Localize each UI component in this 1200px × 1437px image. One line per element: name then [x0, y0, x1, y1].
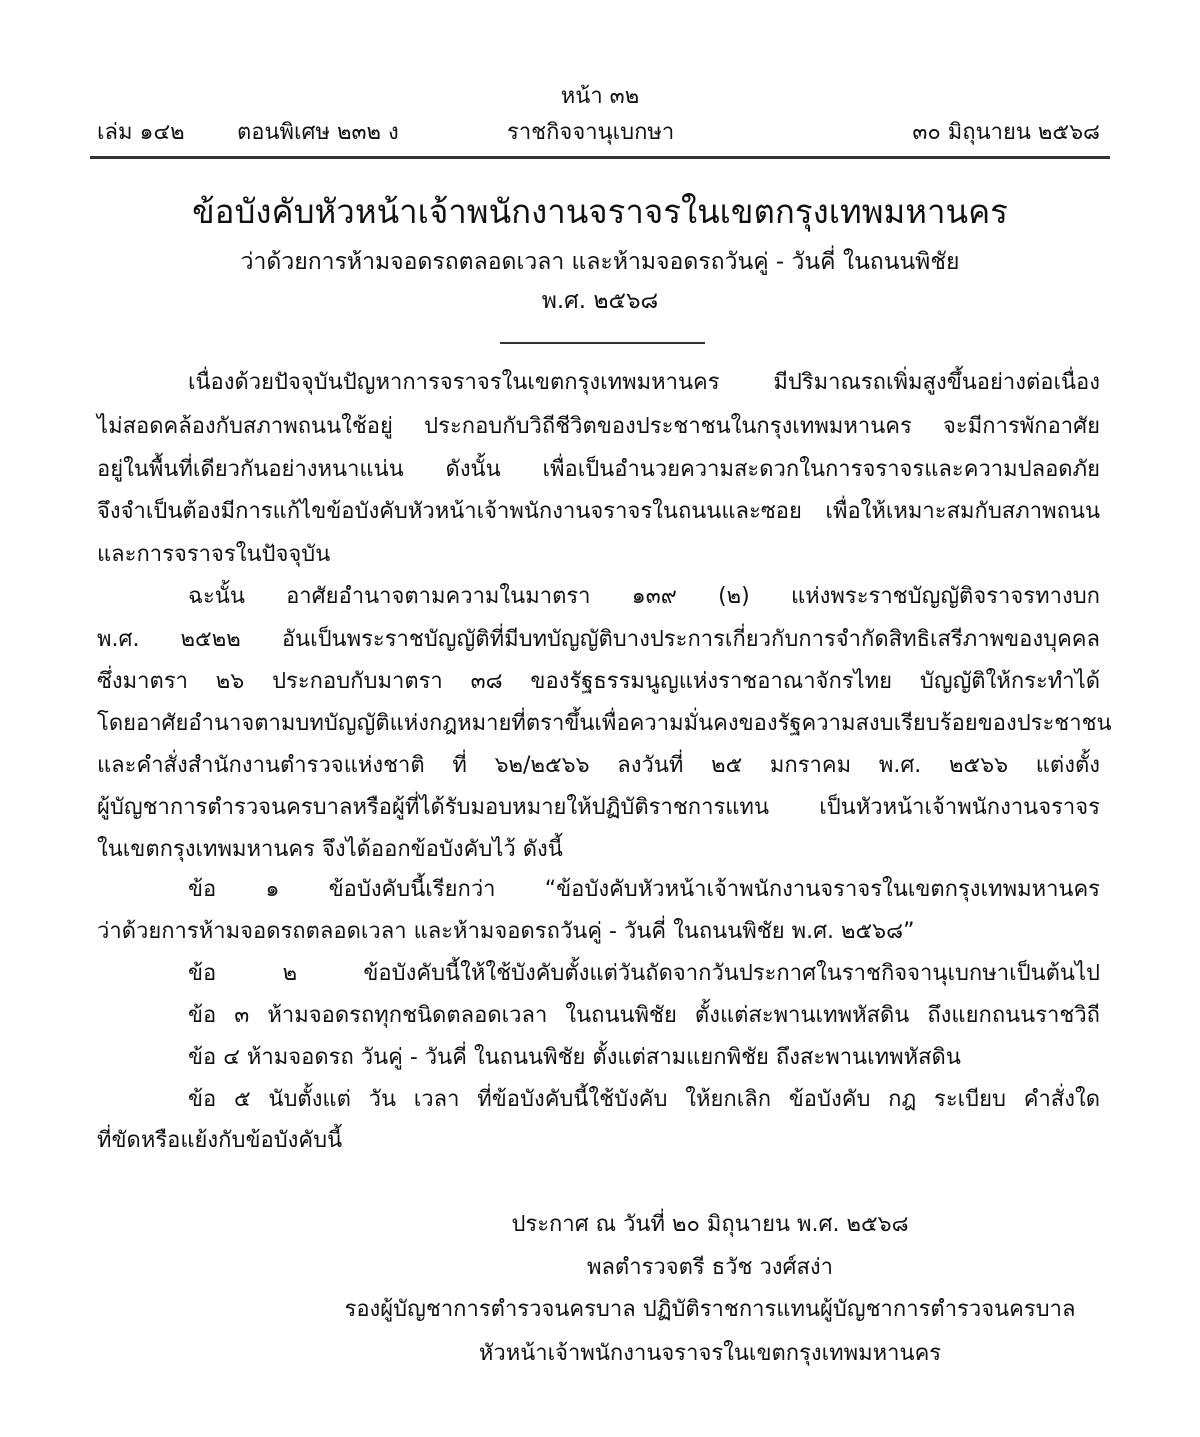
document-subtitle: ว่าด้วยการห้ามจอดรถตลอดเวลา และห้ามจอดรถวันคู่ - วันคี่ ในถนนพิชัย	[240, 249, 960, 275]
gazette-header	[97, 113, 1100, 153]
body-line: โดยอาศัยอำนาจตามบทบัญญัติแห่งกฎหมายที่ตราขึ้นเพื่อความมั่นคงของรัฐความสงบเรียบร้อยของประชาชน	[97, 711, 1112, 736]
body-line: เนื่องด้วยปัจจุบันปัญหาการจราจรในเขตกรุงเทพมหานคร มีปริมาณรถเพิ่มสูงขึ้นอย่างต่อเนื่อง	[188, 370, 1100, 395]
body-line: ผู้บัญชาการตำรวจนครบาลหรือผู้ที่ได้รับมอบหมายให้ปฏิบัติราชการแทน เป็นหัวหน้าเจ้าพนักงานจราจร	[97, 795, 1100, 820]
volume: เล่ม ๑๔๒	[97, 120, 185, 145]
gazette-name: ราชกิจจานุเบกษา	[507, 120, 675, 145]
body-line: ในเขตกรุงเทพมหานคร จึงได้ออกข้อบังคับไว้ ดังนี้	[97, 837, 563, 862]
body-line: ที่ขัดหรือแย้งกับข้อบังคับนี้	[97, 1128, 343, 1153]
signatory-title: หัวหน้าเจ้าพนักงานจราจรในเขตกรุงเทพมหานคร	[478, 1341, 942, 1366]
clause-3: ข้อ ๓ ห้ามจอดรถทุกชนิดตลอดเวลา ในถนนพิชัย ตั้งแต่สะพานเทพหัสดิน ถึงแยกถนนราชวิถี	[188, 1003, 1100, 1028]
document-title: ข้อบังคับหัวหน้าเจ้าพนักงานจราจรในเขตกรุงเทพมหานคร	[192, 192, 1008, 231]
clause-2: ข้อ ๒ ข้อบังคับนี้ให้ใช้บังคับตั้งแต่วันถัดจากวันประกาศในราชกิจจานุเบกษาเป็นต้นไป	[188, 961, 1100, 986]
section: ตอนพิเศษ ๒๓๒ ง	[237, 120, 399, 145]
body-line: พ.ศ. ๒๕๒๒ อันเป็นพระราชบัญญัติที่มีบทบัญญัติบางประการเกี่ยวกับการจำกัดสิทธิเสรีภาพของบุคคล	[97, 627, 1100, 652]
body-line: ซึ่งมาตรา ๒๖ ประกอบกับมาตรา ๓๘ ของรัฐธรรมนูญแห่งราชอาณาจักรไทย บัญญัติให้กระทำได้	[97, 669, 1100, 694]
body-line: และการจราจรในปัจจุบัน	[97, 542, 331, 567]
body-line: ว่าด้วยการห้ามจอดรถตลอดเวลา และห้ามจอดรถวันคู่ - วันคี่ ในถนนพิชัย พ.ศ. ๒๕๖๘”	[97, 919, 915, 944]
body-line: จึงจำเป็นต้องมีการแก้ไขข้อบังคับหัวหน้าเจ้าพนักงานจราจรในถนนและซอย เพื่อให้เหมาะสมกับสภาพถนน	[97, 499, 1100, 524]
announcement-date: ประกาศ ณ วันที่ ๒๐ มิถุนายน พ.ศ. ๒๕๖๘	[511, 1212, 909, 1237]
title-rule	[500, 342, 705, 344]
clause-5: ข้อ ๕ นับตั้งแต่ วัน เวลา ที่ข้อบังคับนี้ใช้บังคับ ให้ยกเลิก ข้อบังคับ กฎ ระเบียบ คำสั่งใด	[188, 1087, 1100, 1112]
issue-date: ๓๐ มิถุนายน ๒๕๖๘	[912, 120, 1100, 145]
clause-4: ข้อ ๔ ห้ามจอดรถ วันคู่ - วันคี่ ในถนนพิชัย ตั้งแต่สามแยกพิชัย ถึงสะพานเทพหัสดิน	[188, 1045, 961, 1070]
header-rule	[90, 156, 1110, 159]
body-line: ไม่สอดคล้องกับสภาพถนนใช้อยู่ ประกอบกับวิถีชีวิตของประชาชนในกรุงเทพมหานคร จะมีการพักอาศัย	[97, 414, 1100, 439]
body-line: อยู่ในพื้นที่เดียวกันอย่างหนาแน่น ดังนั้น เพื่อเป็นอำนวยความสะดวกในการจราจรและความปลอดภัย	[97, 457, 1100, 482]
page-number: หน้า ๓๒	[560, 84, 640, 109]
body-line: ฉะนั้น อาศัยอำนาจตามความในมาตรา ๑๓๙ (๒) แห่งพระราชบัญญัติจราจรทางบก	[188, 584, 1100, 609]
clause-1: ข้อ ๑ ข้อบังคับนี้เรียกว่า “ข้อบังคับหัวหน้าเจ้าพนักงานจราจรในเขตกรุงเทพมหานคร	[188, 877, 1100, 902]
signatory-position: รองผู้บัญชาการตำรวจนครบาล ปฏิบัติราชการแทนผู้บัญชาการตำรวจนครบาล	[344, 1297, 1076, 1322]
document-year: พ.ศ. ๒๕๖๘	[541, 288, 659, 314]
body-line: และคำสั่งสำนักงานตำรวจแห่งชาติ ที่ ๖๒/๒๕๖๖ ลงวันที่ ๒๕ มกราคม พ.ศ. ๒๕๖๖ แต่งตั้ง	[97, 753, 1100, 778]
signatory-name: พลตำรวจตรี ธวัช วงศ์สง่า	[586, 1255, 834, 1280]
